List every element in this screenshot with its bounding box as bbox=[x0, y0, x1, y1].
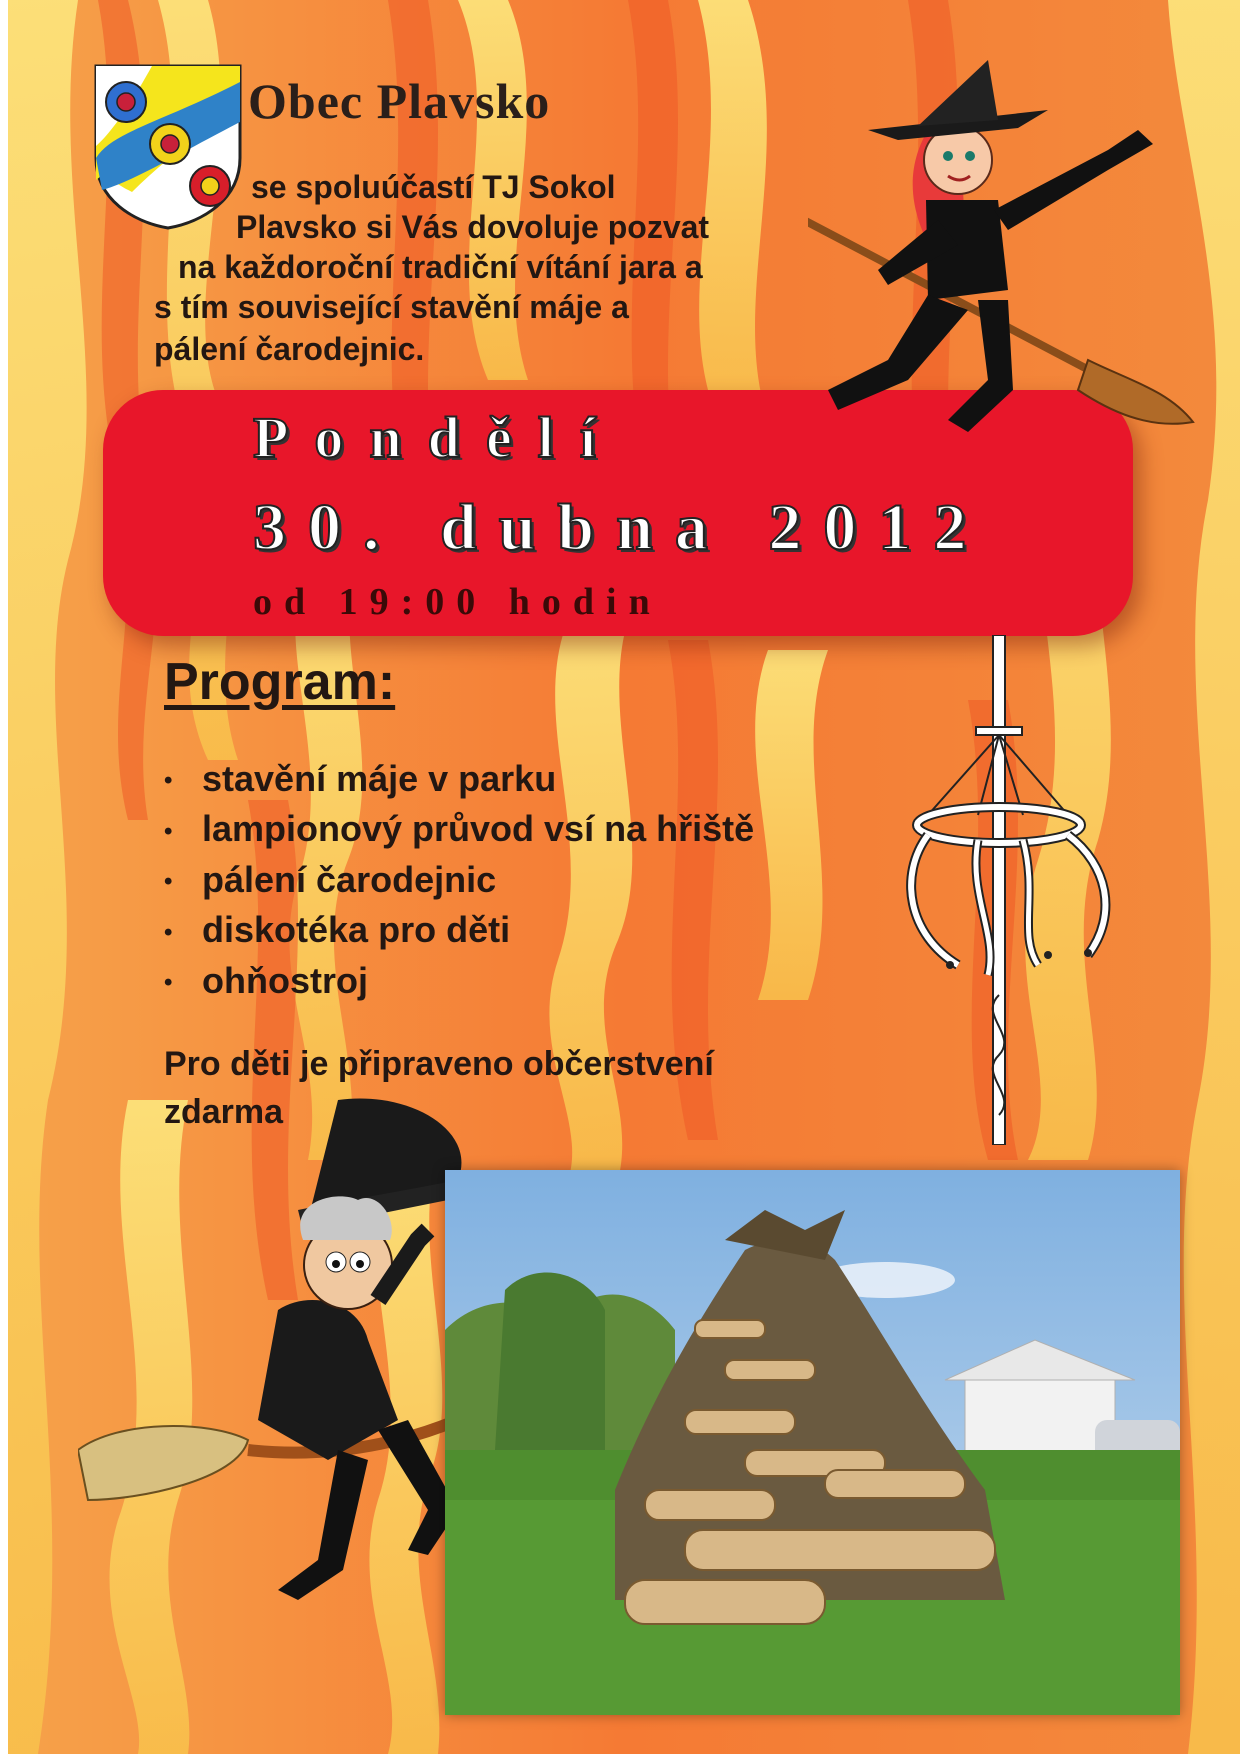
page-title: Obec Plavsko bbox=[248, 73, 551, 129]
program-item: pálení čarodejnic bbox=[202, 858, 497, 900]
program-item: stavění máje v parku bbox=[202, 758, 557, 799]
event-day: Pondělí bbox=[253, 405, 622, 470]
note-line: zdarma bbox=[164, 1093, 284, 1131]
bullet-icon: • bbox=[164, 969, 173, 997]
list-item bbox=[164, 856, 754, 906]
witch-on-broom-illustration bbox=[808, 60, 1198, 440]
bullet-icon: • bbox=[164, 868, 173, 896]
village-coat-of-arms-icon bbox=[92, 62, 244, 230]
note-line: Pro děti je připraveno občerstvení bbox=[164, 1045, 714, 1083]
bullet-icon: • bbox=[164, 767, 173, 795]
bullet-icon: • bbox=[164, 918, 173, 946]
maypole-wreath-illustration bbox=[888, 635, 1138, 1145]
list-item bbox=[164, 906, 754, 956]
list-item bbox=[164, 957, 754, 1007]
intro-line: pálení čarodejnic. bbox=[154, 331, 425, 367]
program-item: ohňostroj bbox=[202, 959, 368, 1001]
intro-line: se spoluúčastí TJ Sokol bbox=[251, 169, 616, 205]
intro-line: s tím související stavění máje a bbox=[154, 289, 629, 325]
intro-line: Plavsko si Vás dovoluje pozvat bbox=[236, 209, 710, 245]
bonfire-wood-pile-photo bbox=[445, 1170, 1180, 1715]
program-item: lampionový průvod vsí na hřiště bbox=[202, 808, 755, 850]
poster bbox=[8, 0, 1240, 1754]
event-date: 30. dubna 2012 bbox=[253, 491, 989, 564]
program-title: Program: bbox=[164, 653, 396, 711]
program-item: diskotéka pro děti bbox=[202, 909, 511, 951]
list-item bbox=[164, 755, 754, 805]
intro-line: na každoroční tradiční vítání jara a bbox=[178, 249, 703, 285]
list-item bbox=[164, 805, 754, 855]
bullet-icon: • bbox=[164, 817, 173, 845]
program-list bbox=[164, 755, 754, 1007]
event-time: od 19:00 hodin bbox=[253, 581, 662, 623]
